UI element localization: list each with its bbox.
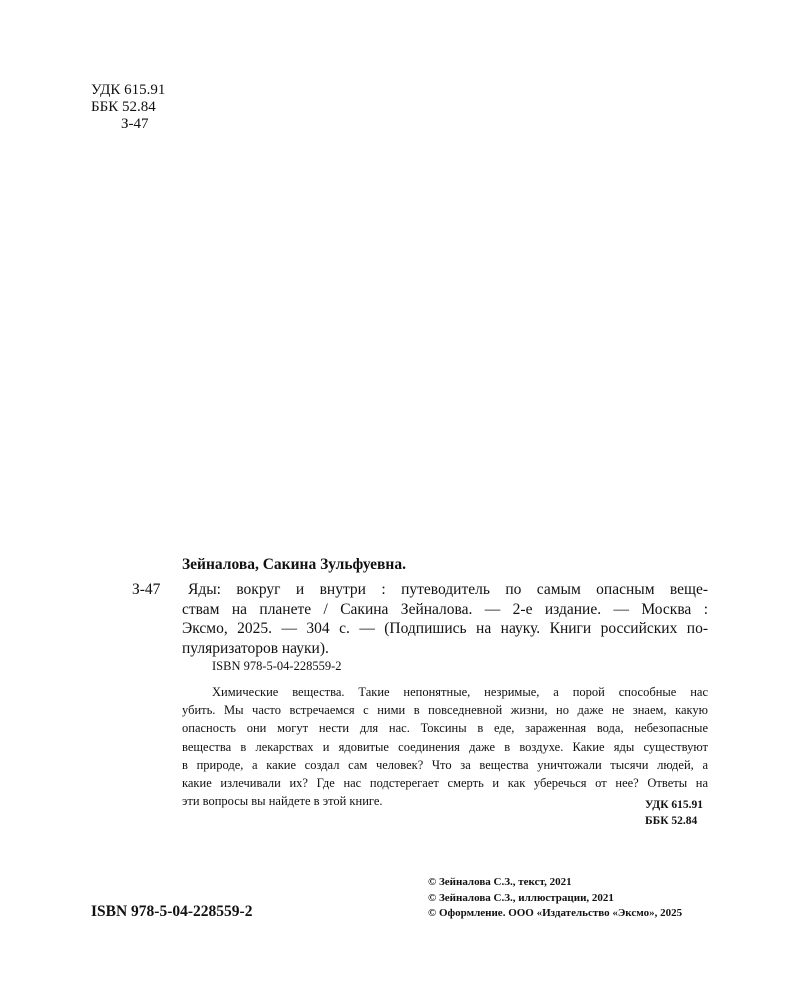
copyright-line: © Зейналова С.З., иллюстрации, 2021	[428, 891, 614, 904]
classification-codes-bottom	[645, 797, 703, 829]
biblio-line: Эксмо, 2025. — 304 с. — (Подпишись на науку. Книги российских по-	[182, 620, 708, 637]
annotation-line: Химические вещества. Такие непонятные, незримые, а порой способные нас	[212, 685, 708, 699]
bbk-code: ББК 52.84	[91, 99, 156, 115]
copyright-line: © Оформление. ООО «Издательство «Эксмо», 2025	[428, 907, 683, 919]
annotation-line: опасность они могут нести для нас. Токсины в еде, зараженная вода, небезопасные	[182, 721, 708, 736]
annotation-line: в природе, а какие создал сам человек? Что за вещества уничтожали тысячи людей, а	[182, 757, 708, 772]
udk-code-bottom: УДК 615.91	[645, 799, 704, 811]
copyright-line: © Зейналова С.З., текст, 2021	[428, 876, 572, 888]
annotation-line: вещества в лекарствах и ядовитые соединения даже в воздухе. Какие яды существуют	[182, 739, 708, 754]
isbn-inner: ISBN 978-5-04-228559-2	[212, 659, 342, 673]
copyright-block	[428, 875, 682, 922]
biblio-line: ствам на планете / Сакина Зейналова. — 2-е издание. — Москва :	[182, 600, 708, 618]
author-sign-mark: З-47	[132, 581, 161, 598]
annotation-line: какие излечивали их? Где нас подстерегает смерть и как уберечься от нее? Ответы на	[182, 776, 708, 791]
udk-code: УДК 615.91	[91, 82, 166, 98]
annotation	[182, 683, 708, 810]
bibliographic-description	[182, 580, 708, 658]
annotation-line: убить. Мы часто встречаемся с ними в повседневной жизни, но даже не знаем, какую	[182, 703, 708, 718]
annotation-line: эти вопросы вы найдете в этой книге.	[182, 794, 383, 809]
classification-codes-top	[91, 82, 165, 133]
biblio-line: Яды: вокруг и внутри : путеводитель по самым опасным веще-	[188, 581, 708, 598]
author-heading: Зейналова, Сакина Зульфуевна.	[182, 556, 406, 573]
isbn-bottom: ISBN 978-5-04-228559-2	[91, 903, 253, 920]
bbk-code-bottom: ББК 52.84	[645, 815, 698, 827]
author-sign: З-47	[121, 116, 149, 132]
biblio-line: пуляризаторов науки).	[182, 639, 329, 657]
